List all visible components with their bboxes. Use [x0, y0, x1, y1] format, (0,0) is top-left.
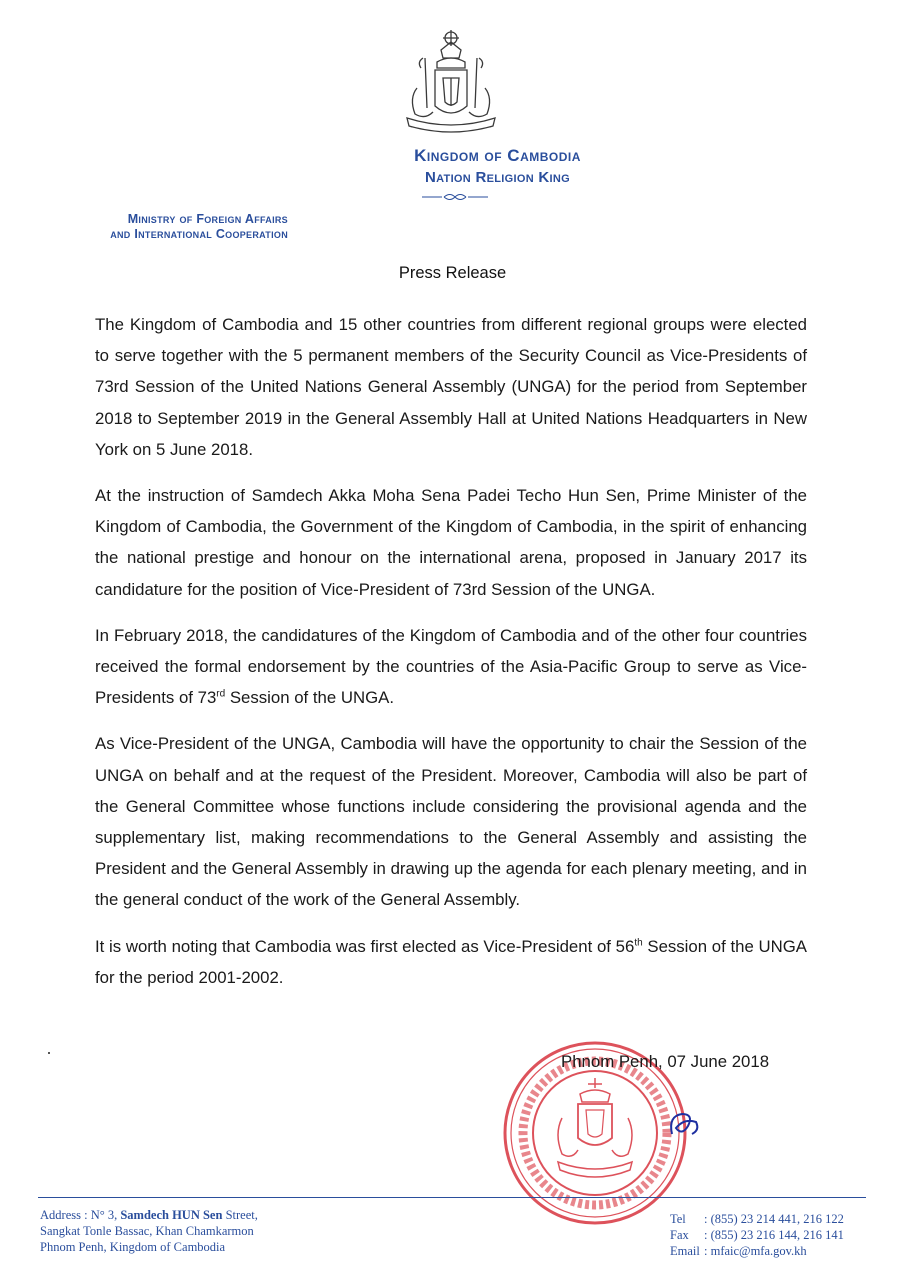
paragraph-2: At the instruction of Samdech Akka Moha Sena Padei Techo Hun Sen, Prime Minister of the Kingdom of Cambodia, the Government of the Kingdom of Cambodia, in the spirit of enhancing the national prestige and honour on the international arena, proposed in January 2017 its candidature for the position of Vice-President of 73rd Session of the UNGA.: [95, 486, 807, 599]
email-line: Email : mfaic@mfa.gov.kh: [670, 1244, 807, 1258]
ministry-line-1: Ministry of Foreign Affairs: [127, 212, 288, 226]
footer-rule: [38, 1197, 866, 1198]
ministry-name: [38, 212, 288, 242]
scan-speck: [48, 1052, 50, 1054]
date-location: Phnom Penh, 07 June 2018: [561, 1052, 770, 1071]
signature-icon: [664, 1104, 704, 1144]
address-line-1: Address : N° 3, Samdech HUN Sen Street,: [40, 1208, 258, 1222]
footer-contact: [670, 1211, 844, 1259]
address-line-3: Phnom Penh, Kingdom of Cambodia: [40, 1240, 226, 1254]
footer-address: [40, 1207, 258, 1255]
fax-line: Fax : (855) 23 216 144, 216 141: [670, 1228, 844, 1242]
document-heading: Press Release: [398, 264, 507, 282]
address-line-2: Sangkat Tonle Bassac, Khan Chamkarmon: [40, 1224, 254, 1238]
kingdom-title: Kingdom of Cambodia: [414, 146, 581, 165]
press-release-body: [95, 309, 807, 1008]
paragraph-5: It is worth noting that Cambodia was first elected as Vice-President of 56th Session of the UNGA for the period 2001-2002.: [95, 936, 807, 987]
ministry-line-2: and International Cooperation: [110, 227, 288, 241]
telephone-line: Tel : (855) 23 214 441, 216 122: [670, 1212, 844, 1226]
royal-coat-of-arms-icon: [395, 28, 507, 136]
ornament-divider-icon: [420, 192, 490, 202]
paragraph-1: The Kingdom of Cambodia and 15 other countries from different regional groups were elected to serve together with the 5 permanent members of the Security Council as Vice-Presidents of 73rd Session of the United Nations General Assembly (UNGA) for the period from September 2018 to September 2019 in the General Assembly Hall at United Nations Headquarters in New York on 5 June 2018.: [95, 315, 807, 459]
national-motto: Nation Religion King: [424, 169, 571, 186]
paragraph-4: As Vice-President of the UNGA, Cambodia will have the opportunity to chair the Session of the UNGA on behalf and at the request of the President. Moreover, Cambodia will also be part of the General Committee whose functions include considering the provisional agenda and the supplementary list, making recommendations to the General Assembly and assisting the President and the General Assembly in drawing up the agenda for each plenary meeting, and in the general conduct of the work of the General Assembly.: [95, 734, 807, 910]
paragraph-3: In February 2018, the candidatures of the Kingdom of Cambodia and of the other four countries received the formal endorsement by the countries of the Asia-Pacific Group to serve as Vice-Presidents of 73rd Session of the UNGA.: [95, 625, 807, 708]
